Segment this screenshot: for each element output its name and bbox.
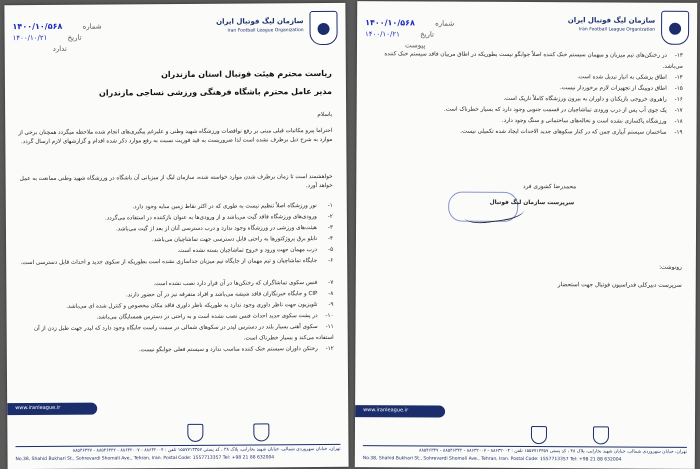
- cc-recipient: سرپرست دبیرکلی فدراسیون فوتبال جهت استحضار: [557, 282, 682, 289]
- list-item: ۱۸-ورزشگاه پاکسازی نشده است و نخاله‌های ساختمانی و سنگ وجود دارد.: [501, 117, 683, 125]
- address-en: No.38, Shahid Bukhari St., Sohrevardi Shomali Ave., Tehran, Iran. Postal Code: 1557713357 Tel: +98 21 88 632004: [15, 455, 275, 463]
- footer-logo: [187, 424, 203, 442]
- list-item: ۸-CIP و جایگاه خبرنگاران فاقد شیشه می‌باشد و افراد متفرقه نیز در آن حضور دارند.: [126, 290, 334, 299]
- list-item: ۱۴-اطاق پزشکی به انبار تبدیل شده است.: [577, 74, 683, 81]
- number-label: شماره: [435, 19, 455, 28]
- league-logo: [661, 11, 689, 45]
- website-link[interactable]: www.iranleague.ir: [15, 404, 61, 412]
- date-label: تاریخ: [420, 30, 435, 39]
- website-link[interactable]: www.iranleague.ir: [363, 407, 409, 414]
- footer-logo: [593, 426, 609, 444]
- list-item: ۱۵-اطاق دوپینگ از تجهیزات لازم برخوردار نیست.: [560, 85, 683, 92]
- deadline-paragraph: خواهشمند است تا زمان برطرف شدن موارد خواسته شده، سازمان لیگ از میزبانی آن باشگاه در ورزشگاه شهید وطنی ممانعت به عمل خواهد آورد.: [19, 173, 333, 190]
- list-item: ۱۷-پک جوی آب پس از درب ورودی تماشاچیان در قسمت جنوبی وجود دارد که بسیار خطرناک است.: [444, 106, 683, 114]
- signer-title: سرپرست سازمان لیگ فوتبال: [489, 199, 575, 207]
- league-logo: [309, 11, 337, 45]
- list-item: ۱۰-در پشت سکوی جدید احداث فنس نصب نشده است و به راحتی در دسترس همسایگان می‌باشد.: [96, 312, 334, 321]
- list-item: ۳-هیئت‌های ورزشی در ورزشگاه وجود ندارد و درب دسترسی آنان از بعد از گیت می‌باشد.: [115, 224, 333, 233]
- date-label: تاریخ: [67, 33, 82, 42]
- org-name-en: Iran Football League Organization: [578, 27, 656, 33]
- list-item: ۷-فنس سکوی تماشاگران که رختکن‌ها در آن قرار دارد نصب نشده است.: [153, 279, 334, 288]
- attachment-label: ندارد: [52, 44, 67, 53]
- letter-date: ۱۴۰۰/۱۰/۲۱: [12, 33, 48, 43]
- recipient-1: ریاست محترم هیئت فوتبال استان مازندران: [161, 68, 332, 80]
- list-item: ۱۲-رختکن داوران سیستم خنک کننده مناسب ندارد و سیستم فعلی جوابگو نیست.: [138, 345, 334, 354]
- footer-logo: [253, 423, 269, 441]
- letter-meta: [12, 21, 101, 56]
- letter-number: ۱۴۰۰/۱۰/۵۶۸: [12, 21, 63, 32]
- list-item: ۹-تلویزیون جهت ناظر داوری وجود ندارد به طوریکه ناظر داوری فاقد مکان مخصوص و کنترل شده ای می‌باشد.: [66, 301, 334, 310]
- org-name-fa: سازمان لیگ فوتبال ایران: [216, 17, 304, 26]
- address-fa: تهران، خیابان سهروردی شمالی، خیابان شهید بخارایی، پلاک ۳۸ ، کد پستی ۱۵۵۷۷۱۳۳۵۷ تلفن : ۸۸۶۳۲۰۰۴ - ۸۸۶۳۲۰۰۷ - ۸۸۵۴۶۳۳۲ - ۸۸۵۴۶۳۳۷: [72, 446, 341, 454]
- letter-number: ۱۴۰۰/۱۰/۵۶۸: [365, 18, 415, 28]
- org-name-fa: سازمان لیگ فوتبال ایران: [567, 16, 656, 25]
- footer-brand-bar: [7, 403, 97, 416]
- list-item: ۲-ورودی‌های ورزشگاه فاقد گیت می‌باشد و از ورودی‌ها به عنوان بازکننده در استفاده می‌گردد.: [105, 213, 333, 222]
- list-item: ۱۳-در رختکن‌های تیم میزبان و میهمان سیستم خنک کننده اصلاً جوابگو نیست بطوریکه در اطاق مربیان فاقد سیستم خنک کننده می‌باشد.: [384, 51, 683, 70]
- intro-paragraph: احتراما پیرو مکاتبات قبلی مبنی بر رفع نواقصات ورزشگاه شهید وطنی و علیرغم پیگیری‌های انجام شده ملاحظه میگردد همچنان برخی از موارد به شرح ذیل برطرف نشده است لذا ضروریست به قید فوریت نسبت به رفع موارد ذکر شده اقدام و گزارشهای لازم ارسال گردد.: [18, 127, 333, 146]
- letter-page-2: [355, 1, 697, 469]
- org-name-en: Iran Football League Organization: [227, 28, 304, 34]
- address-fa: تهران، خیابان سهروردی شمالی، خیابان شهید بخارایی، پلاک ۳۸ ، کد پستی ۱۵۵۷۷۱۳۳۵۷ تلفن : ۸۸۶۳۲۰۰۴ - ۸۸۶۳۲۰۰۷ - ۸۸۵۴۶۳۳۲ - ۸۸۵۴۶۳۳۷: [419, 448, 687, 455]
- recipient-2: مدیر عامل محترم باشگاه فرهنگی ورزشی نساجی مازندران: [98, 86, 333, 98]
- list-item: ۵-درب مهمان جهت ورود و خروج تماشاچیان بسته نشده است.: [177, 246, 334, 254]
- letterhead: [4, 9, 345, 51]
- cc-label: رونوشت:: [659, 264, 682, 271]
- attachment-label: پیوست: [404, 41, 426, 50]
- deficiency-list-continued: [369, 49, 683, 139]
- list-item: ۴-تابلو برق پروژکتورها به راحتی قابل دسترسی جهت تماشاچیان می‌باشد.: [152, 235, 334, 244]
- list-item: ۶-جایگاه تماشاچیان و تیم مهمان از جایگاه تیم میزبان جداسازی نشده است بطوریکه از سکوی جدید و احداث قابل دسترسی است.: [20, 257, 334, 267]
- number-label: شماره: [82, 22, 102, 31]
- letterhead: [357, 7, 697, 49]
- football-icon: [318, 23, 330, 35]
- address-en: No.38, Shahid Bukhari St., Sohrevardi Shomali Ave., Tehran, Iran. Postal Code: 1557713357 Tel: +98 21 88 632004: [362, 456, 622, 463]
- signer-name: محمدرضا کشوری فرد: [523, 183, 577, 191]
- letter-page-1: [4, 3, 348, 469]
- greeting: باسلام: [317, 111, 333, 119]
- letter-date: ۱۴۰۰/۱۰/۲۱: [365, 30, 400, 39]
- football-icon: [669, 23, 681, 35]
- footer-logo: [531, 426, 547, 444]
- footer-brand-bar: [355, 405, 445, 417]
- letter-meta: [365, 17, 454, 51]
- list-item: ۱۱-سکوی آهنی بسیار بلند در دسترس لیدر در سکوهای شمالی در سمت راست جایگاه وجود دارد که لیدر جهت طبل زدن از آن استفاده می‌کند و بسیار خطرناک است.: [33, 323, 334, 342]
- deficiency-list: [18, 201, 334, 357]
- list-item: ۱۹-ساختمان سیستم آبیاری چمن که در کنار سکو‌های جدید الاحداث ایجاد شده تکمیلی نیست.: [460, 128, 683, 136]
- list-item: ۱-نور ورزشگاه اصلاً تنظیم نیست به طوری که در اکثر نقاط زمین سایه وجود دارد.: [132, 202, 333, 211]
- list-item: ۱۶-راهروی خروجی بازیکنان و داوران به بیرون ورزشگاه کاملاً تاریک است.: [503, 95, 683, 103]
